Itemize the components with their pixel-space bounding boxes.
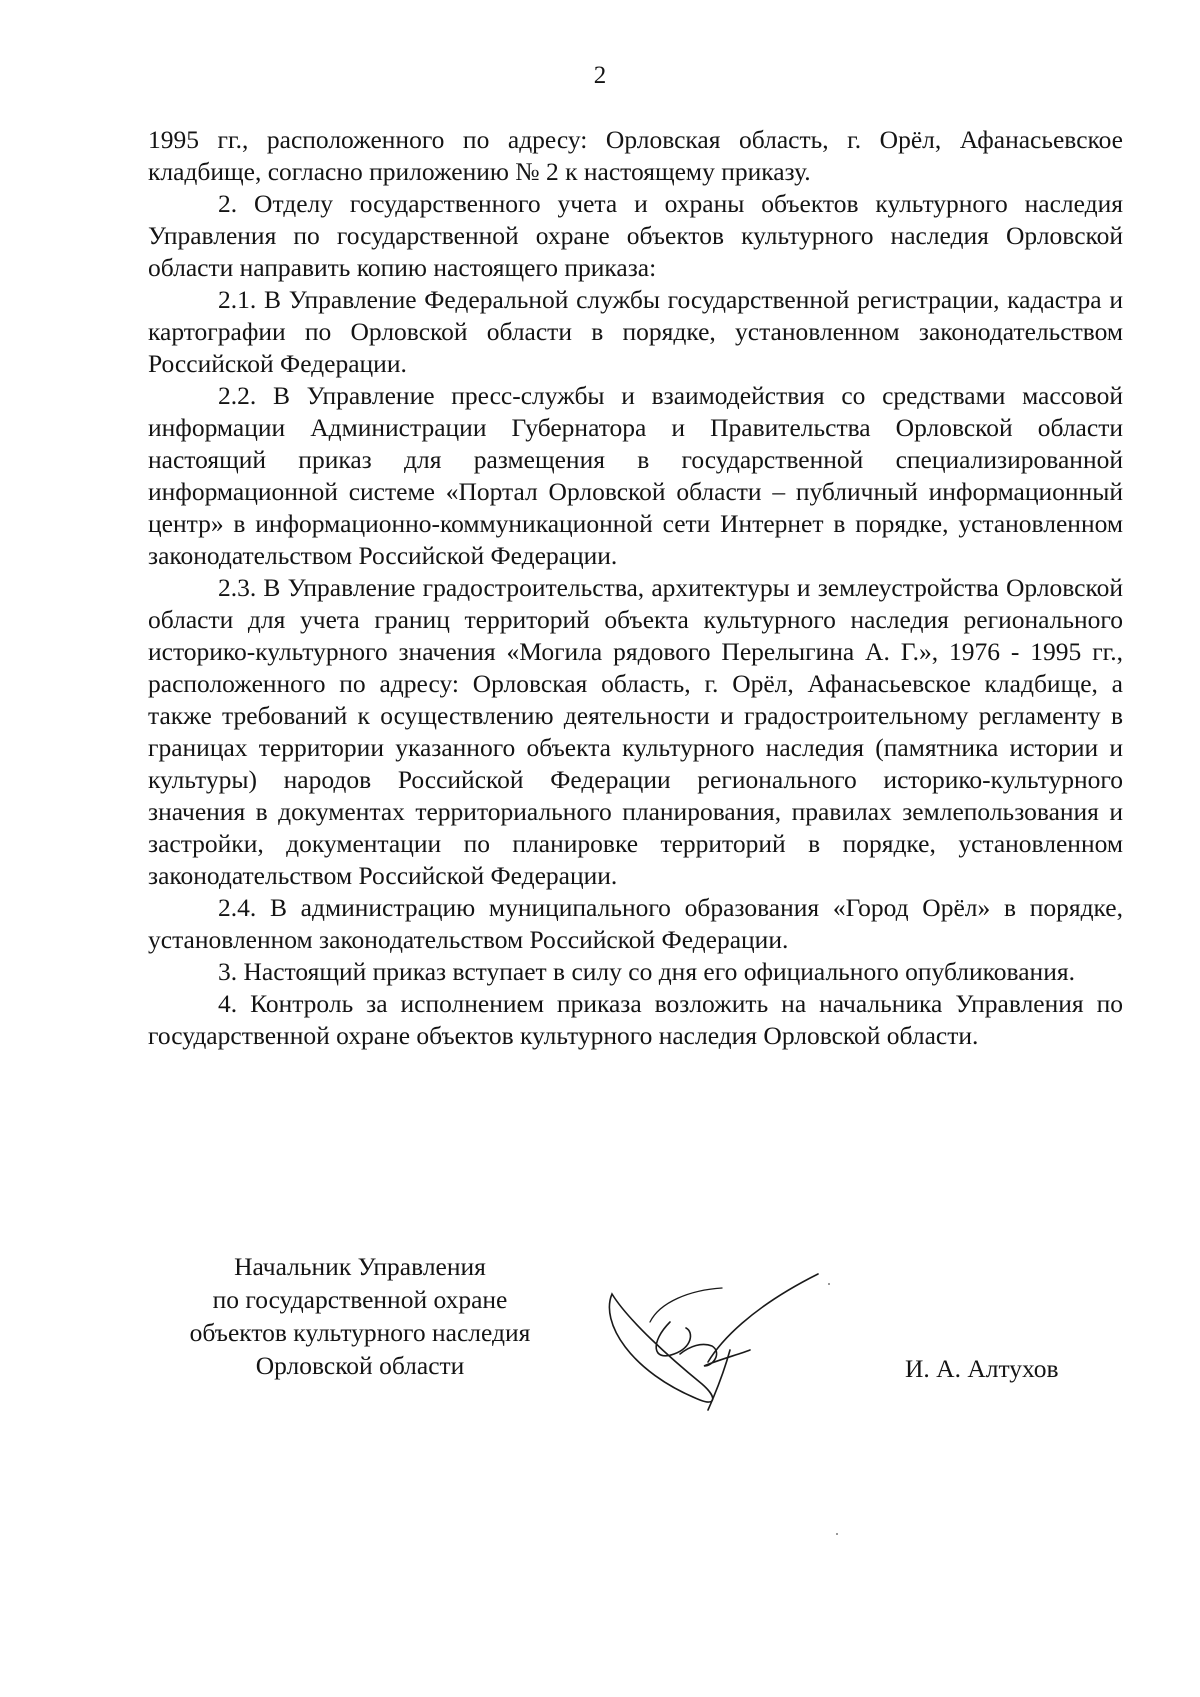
signer-position-line: объектов культурного наследия <box>189 1318 531 1347</box>
paragraph-item-3: 3. Настоящий приказ вступает в силу со дня его официального опубликования. <box>218 957 1075 986</box>
signer-name: И. А. Алтухов <box>905 1354 1059 1383</box>
paragraph-item-2-4: 2.4. В администрацию муниципального образования «Город Орёл» в порядке, установленном законодательством Российской Федерации. <box>148 893 1123 954</box>
paragraph-item-4: 4. Контроль за исполнением приказа возложить на начальника Управления по государственной охране объектов культурного наследия Орловской области. <box>148 989 1123 1050</box>
paragraph-address-continuation: 1995 гг., расположенного по адресу: Орловская область, г. Орёл, Афанасьевское кладбище, согласно приложению № 2 к настоящему приказу. <box>148 125 1123 186</box>
handwritten-signature <box>590 1262 840 1422</box>
scan-speck <box>828 1283 830 1285</box>
signer-position-line: Орловской области <box>255 1351 465 1380</box>
page-number: 2 <box>593 62 607 89</box>
paragraph-item-2-3: 2.3. В Управление градостроительства, архитектуры и землеустройства Орловской области для учета границ территорий объекта культурного наследия регионального историко-культурного значения «Могила рядового Перелыгина А. Г.», 1976 - 1995 гг., расположенного по адресу: Орловская область, г. Орёл, Афанасьевское кладбище, а также требований к осуществлению деятельности и градостроительному регламенту в границах территории указанного объекта культурного наследия (памятника истории и культуры) народов Российской Федерации регионального историко-культурного значения в документах территориального планирования, правилах землепользования и застройки, документации по планировке территорий в порядке, установленном законодательством Российской Федерации. <box>148 573 1123 890</box>
scan-speck <box>836 1533 838 1535</box>
document-body <box>148 124 1123 1052</box>
signer-position <box>150 1250 570 1382</box>
signer-position-line: Начальник Управления <box>234 1252 486 1281</box>
paragraph-item-2-1: 2.1. В Управление Федеральной службы государственной регистрации, кадастра и картографии по Орловской области в порядке, установленном законодательством Российской Федерации. <box>148 285 1123 378</box>
paragraph-item-2: 2. Отделу государственного учета и охраны объектов культурного наследия Управления по государственной охране объектов культурного наследия Орловской области направить копию настоящего приказа: <box>148 189 1123 282</box>
signer-position-line: по государственной охране <box>212 1285 508 1314</box>
paragraph-item-2-2: 2.2. В Управление пресс-службы и взаимодействия со средствами массовой информации Администрации Губернатора и Правительства Орловской области настоящий приказ для размещения в государственной специализированной информационной системе «Портал Орловской области – публичный информационный центр» в информационно-коммуникационной сети Интернет в порядке, установленном законодательством Российской Федерации. <box>148 381 1123 570</box>
